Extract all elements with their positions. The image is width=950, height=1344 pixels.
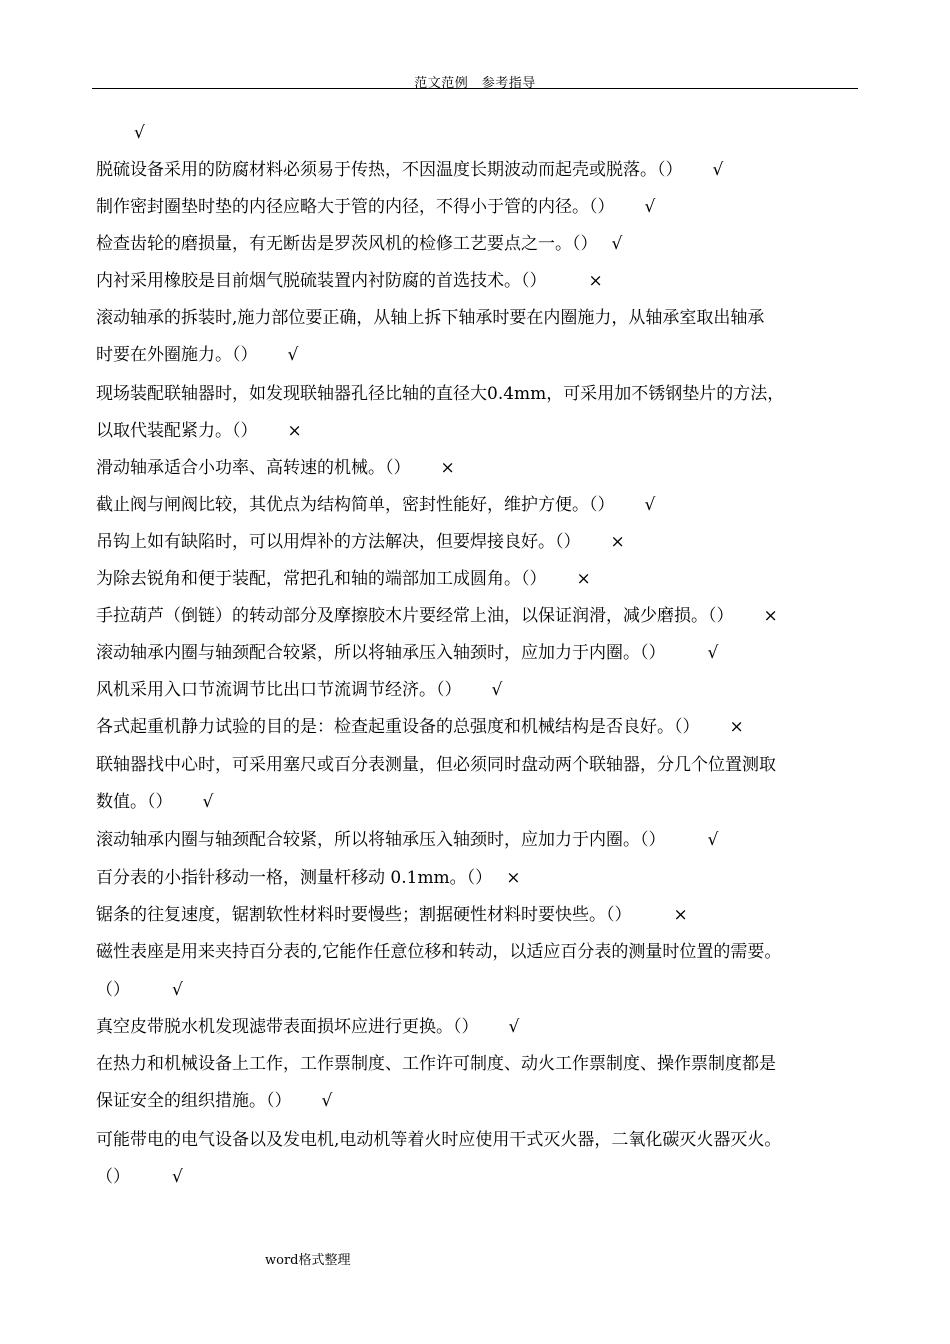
- text-line: [96, 383, 784, 405]
- question-text: 以取代装配紧力。（）: [96, 421, 258, 441]
- text-line: [96, 679, 502, 701]
- text-line: [96, 829, 718, 851]
- question-text: 数值。（）: [96, 792, 173, 812]
- answer-mark: √: [321, 1091, 333, 1111]
- answer-mark: √: [287, 345, 299, 365]
- question-text: 截止阀与闸阀比较，其优点为结构简单，密封性能好，维护方便。（）: [96, 495, 615, 515]
- text-line: [96, 979, 183, 1001]
- answer-mark: √: [172, 980, 183, 1000]
- page-header: 范文范例 参考指导: [414, 76, 536, 91]
- answer-mark: ×: [440, 458, 455, 478]
- text-line: [96, 941, 781, 963]
- text-line: [96, 531, 625, 553]
- text-line: [96, 754, 776, 776]
- text-line: [96, 1166, 183, 1188]
- question-text: 吊钩上如有缺陷时，可以用焊补的方法解决，但要焊接良好。（）: [96, 532, 581, 552]
- answer-mark: ×: [588, 271, 603, 291]
- question-text: （）: [96, 1167, 130, 1187]
- answer-mark: ×: [287, 421, 302, 441]
- answer-mark: √: [172, 1167, 183, 1187]
- answer-mark: √: [644, 495, 656, 515]
- answer-mark: √: [134, 123, 145, 143]
- question-text: 滚动轴承内圈与轴颈配合较紧，所以将轴承压入轴颈时，应加力于内圈。（）: [96, 830, 666, 850]
- text-line: [96, 791, 213, 813]
- question-text: 脱硫设备采用的防腐材料必须易于传热，不因温度长期波动而起壳或脱落。（）: [96, 160, 683, 180]
- question-text: （）: [96, 980, 130, 1000]
- text-line: [96, 494, 655, 516]
- answer-mark: √: [707, 643, 719, 663]
- answer-mark: √: [644, 197, 656, 217]
- header-divider: [92, 88, 858, 89]
- text-line: [96, 1053, 776, 1075]
- text-line: [96, 344, 298, 366]
- question-text: 制作密封圈垫时垫的内径应略大于管的内径，不得小于管的内径。（）: [96, 197, 615, 217]
- answer-mark: ×: [506, 868, 521, 888]
- text-line: [96, 307, 764, 329]
- answer-mark: √: [202, 792, 214, 812]
- answer-mark: √: [491, 680, 503, 700]
- text-line: [96, 1090, 332, 1112]
- answer-mark: ×: [763, 606, 778, 626]
- text-line: [96, 420, 302, 442]
- question-text: 为除去锐角和便于装配，常把孔和轴的端部加工成圆角。（）: [96, 569, 547, 589]
- answer-mark: √: [508, 1017, 520, 1037]
- answer-mark: √: [712, 160, 724, 180]
- answer-mark: ×: [610, 532, 625, 552]
- text-line: [96, 1016, 519, 1038]
- question-text: 内衬采用橡胶是目前烟气脱硫装置内衬防腐的首选技术。（）: [96, 271, 547, 291]
- text-line: [134, 122, 145, 144]
- question-text: 保证安全的组织措施。（）: [96, 1091, 292, 1111]
- question-text: 锯条的往复速度，锯割软性材料时要慢些；割据硬性材料时要快些。（）: [96, 905, 632, 925]
- text-line: [96, 159, 723, 181]
- text-line: [96, 196, 655, 218]
- text-line: [96, 457, 455, 479]
- text-line: [96, 568, 591, 590]
- text-line: [96, 904, 688, 926]
- question-text: 在热力和机械设备上工作，工作票制度、工作许可制度、动火工作票制度、操作票制度都是: [96, 1054, 776, 1074]
- question-text: 滚动轴承的拆装时,施力部位要正确，从轴上拆下轴承时要在内圈施力，从轴承室取出轴承: [96, 308, 765, 328]
- text-line: [96, 716, 744, 738]
- answer-mark: √: [707, 830, 719, 850]
- question-text: 风机采用入口节流调节比出口节流调节经济。（）: [96, 680, 462, 700]
- question-text: 滑动轴承适合小功率、高转速的机械。（）: [96, 458, 411, 478]
- text-line: [96, 233, 622, 255]
- question-text: 检查齿轮的磨损量，有无断齿是罗茨风机的检修工艺要点之一。（）: [96, 234, 598, 254]
- question-text: 时要在外圈施力。（）: [96, 345, 258, 365]
- answer-mark: √: [611, 234, 623, 254]
- text-line: [96, 1129, 781, 1151]
- question-text: 各式起重机静力试验的目的是：检查起重设备的总强度和机械结构是否良好。（）: [96, 717, 700, 737]
- question-text: 滚动轴承内圈与轴颈配合较紧，所以将轴承压入轴颈时，应加力于内圈。（）: [96, 643, 666, 663]
- question-text: 磁性表座是用来夹持百分表的,它能作任意位移和转动，以适应百分表的测量时位置的需要。: [96, 942, 782, 962]
- question-text: 现场装配联轴器时，如发现联轴器孔径比轴的直径大0.4mm，可采用加不锈钢垫片的方法，: [96, 384, 785, 404]
- text-line: [96, 605, 778, 627]
- page-footer: word格式整理: [265, 1253, 351, 1268]
- text-line: [96, 642, 718, 664]
- answer-mark: ×: [729, 717, 744, 737]
- question-text: 百分表的小指针移动一格，测量杆移动 0.1mm。（）: [96, 868, 493, 888]
- text-line: [96, 867, 520, 889]
- question-text: 手拉葫芦（倒链）的转动部分及摩擦胶木片要经常上油，以保证润滑，减少磨损。（）: [96, 606, 734, 626]
- question-text: 联轴器找中心时，可采用塞尺或百分表测量，但必须同时盘动两个联轴器，分几个位置测取: [96, 755, 776, 775]
- answer-mark: ×: [673, 905, 688, 925]
- text-line: [96, 270, 603, 292]
- question-text: 真空皮带脱水机发现滤带表面损坏应进行更换。（）: [96, 1017, 479, 1037]
- answer-mark: ×: [576, 569, 591, 589]
- question-text: 可能带电的电气设备以及发电机,电动机等着火时应使用干式灭火器，二氧化碳灭火器灭火。: [96, 1130, 782, 1150]
